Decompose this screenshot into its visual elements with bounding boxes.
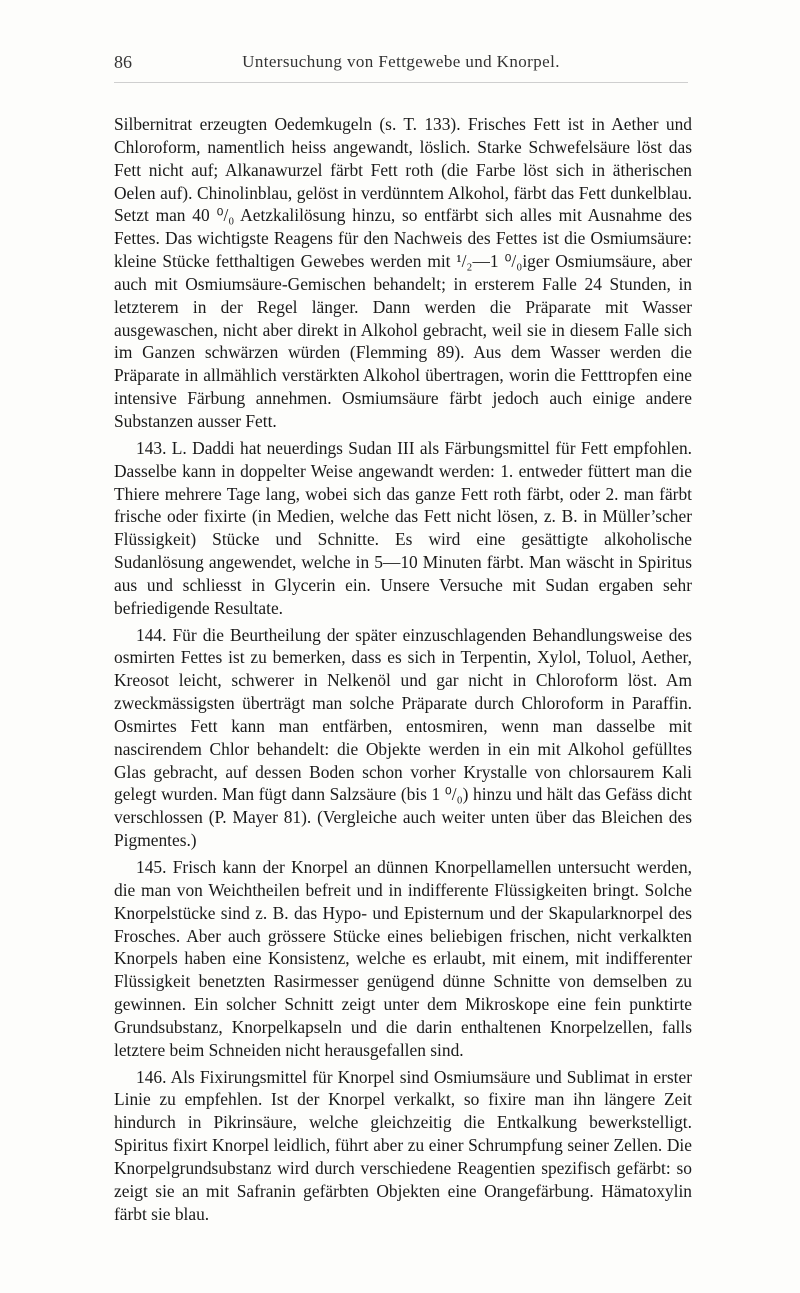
body-text (114, 113, 692, 1230)
paragraph-145: 145. Frisch kann der Knorpel an dünnen Knorpellamellen untersucht werden, die man von Weichtheilen befreit und in indifferente Flüssigkeiten bringt. Solche Knorpelstücke sind z. B. das Hypo- und Episternum und der Skapularknorpel des Frosches. Aber auch grössere Stücke eines beliebigen frischen, nicht verkalkten Knorpels haben eine Konsistenz, welche es erlaubt, mit einem, mit indifferenter Flüssigkeit benetzten Rasirmesser genügend dünne Schnitte von demselben zu gewinnen. Ein solcher Schnitt zeigt unter dem Mikroskope eine fein punktirte Grundsubstanz, Knorpelkapseln und die darin enthaltenen Knorpelzellen, falls letztere beim Schneiden nicht herausgefallen sind. (114, 857, 692, 1060)
running-head: Untersuchung von Fettgewebe und Knorpel. (242, 52, 560, 71)
paragraph-143: 143. L. Daddi hat neuerdings Sudan III als Färbungsmittel für Fett empfohlen. Dasselbe kann in doppelter Weise angewandt werden: 1. entweder füttert man die Thiere mehrere Tage lang, wobei sich das ganze Fett roth färbt, oder 2. man färbt frische oder fixirte (in Medien, welche das Fett nicht lösen, z. B. in Müller’scher Flüssigkeit) Stücke und Schnitte. Es wird eine gesättigte alkoholische Sudanlösung angewendet, welche in 5—10 Minuten färbt. Man wäscht in Spiritus aus und schliesst in Glycerin ein. Unsere Versuche mit Sudan ergaben sehr befriedigende Resultate. (114, 437, 692, 618)
header-rule (114, 82, 688, 83)
paragraph-146: 146. Als Fixirungsmittel für Knorpel sind Osmiumsäure und Sublimat in erster Linie zu empfehlen. Ist der Knorpel verkalkt, so fixire man ihn längere Zeit hindurch in Pikrinsäure, welche gleichzeitig die Entkalkung bewerkstelligt. Spiritus fixirt Knorpel leidlich, führt aber zu einer Schrumpfung seiner Zellen. Die Knorpelgrundsubstanz wird durch verschiedene Reagentien spezifisch gefärbt: so zeigt sie an mit Safranin gefärbten Objekten eine Orangefärbung. Hämatoxylin färbt sie blau. (114, 1066, 692, 1224)
page-number: 86 (114, 52, 132, 72)
paragraph-continuation: Silbernitrat erzeugten Oedemkugeln (s. T. 133). Frisches Fett ist in Aether und Chloroform, namentlich heiss angewandt, löslich. Starke Schwefelsäure löst das Fett nicht auf; Alkanawurzel färbt Fett roth (die Farbe löst sich in ätherischen Oelen auf). Chinolinblau, gelöst in verdünntem Alkohol, färbt das Fett dunkelblau. Setzt man 40 ⁰/₀ Aetzkalilösung hinzu, so entfärbt sich alles mit Ausnahme des Fettes. Das wichtigste Reagens für den Nachweis des Fettes ist die Osmiumsäure: kleine Stücke fetthaltigen Gewebes werden mit ¹/₂—1 ⁰/₀iger Osmiumsäure, aber auch mit Osmiumsäure-Gemischen behandelt; in ersterem Falle 24 Stunden, in letzterem in der Regel länger. Dann werden die Präparate mit Wasser ausgewaschen, nicht aber direkt in Alkohol gebracht, weil sie in diesem Falle sich im Ganzen schwärzen würden (Flemming 89). Aus dem Wasser werden die Präparate in allmählich verstärkten Alkohol übertragen, worin die Fetttropfen eine intensive Färbung annehmen. Osmiumsäure färbt jedoch auch einige andere Substanzen ausser Fett. (114, 114, 692, 431)
page-header (114, 52, 688, 92)
paragraph-144: 144. Für die Beurtheilung der später einzuschlagenden Behandlungsweise des osmirten Fettes ist zu bemerken, dass es sich in Terpentin, Xylol, Toluol, Aether, Kreosot leicht, schwerer in Nelkenöl und gar nicht in Chloroform löst. Am zweckmässigsten überträgt man solche Präparate durch Chloroform in Paraffin. Osmirtes Fett kann man entfärben, entosmiren, wenn man dasselbe mit nascirendem Chlor behandelt: die Objekte werden in ein mit Alkohol gefülltes Glas gebracht, auf dessen Boden schon vorher Krystalle von chlorsaurem Kali gelegt wurden. Man fügt dann Salzsäure (bis 1 ⁰/₀) hinzu und hält das Gefäss dicht verschlossen (P. Mayer 81). (Vergleiche auch weiter unten über das Bleichen des Pigmentes.) (114, 624, 692, 851)
